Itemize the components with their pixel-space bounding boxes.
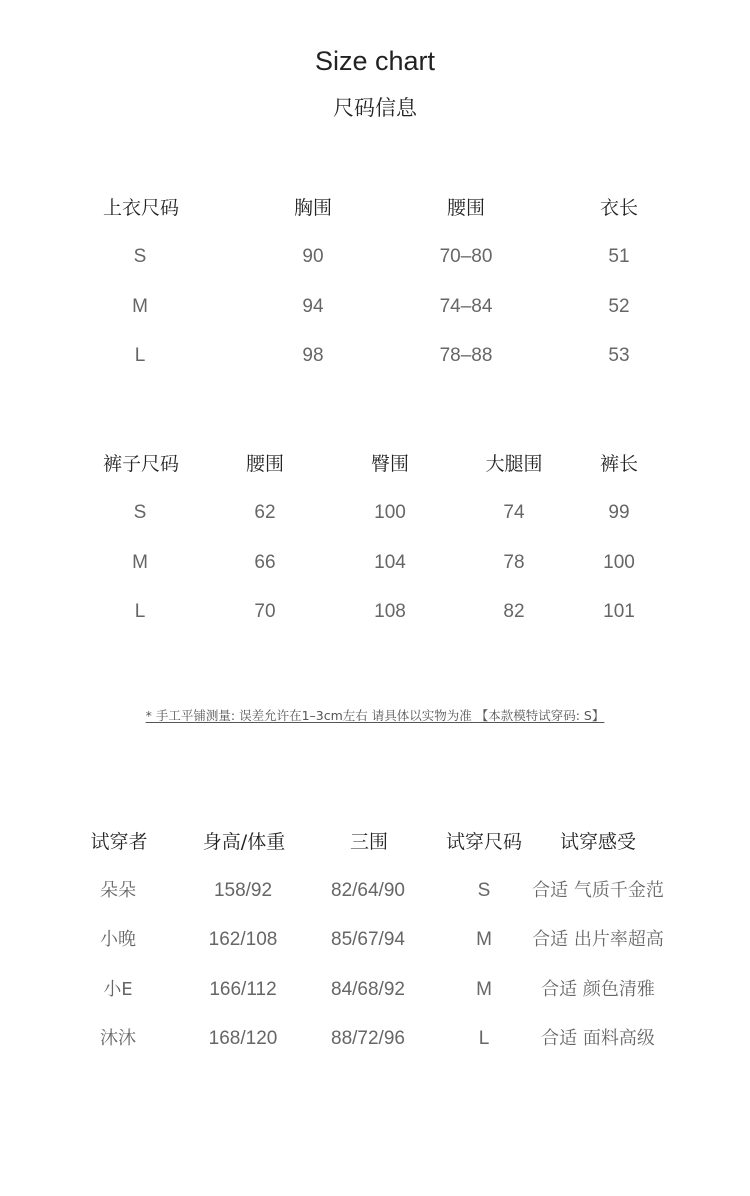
pants-cell-size: S (133, 502, 147, 523)
pants-cell-thigh: 82 (503, 601, 525, 622)
table-row (0, 292, 750, 322)
table-row (0, 548, 750, 578)
top-header-size: 上衣尺码 (102, 197, 179, 219)
fit-cell-height-weight: 166/112 (209, 979, 277, 1000)
fit-cell-feeling: 合适 面料高级 (541, 1028, 655, 1049)
pants-header-thigh: 大腿围 (485, 453, 543, 475)
fit-cell-tester: 小晚 (100, 929, 136, 950)
fit-cell-size: S (477, 880, 491, 901)
pants-cell-waist: 66 (254, 552, 276, 573)
table-row (0, 975, 750, 1005)
top-cell-waist: 74–84 (439, 296, 493, 317)
pants-cell-length: 99 (608, 502, 630, 523)
top-cell-waist: 70–80 (439, 246, 493, 267)
top-cell-size: L (134, 345, 146, 366)
top-header-length: 衣长 (599, 197, 638, 219)
pants-cell-thigh: 78 (503, 552, 525, 573)
top-cell-size: S (133, 246, 147, 267)
top-header-waist: 腰围 (446, 197, 485, 219)
top-cell-chest: 90 (302, 246, 324, 267)
fit-cell-measurements: 85/67/94 (331, 929, 405, 950)
pants-header-length: 裤长 (599, 453, 638, 475)
pants-cell-hip: 108 (374, 601, 406, 622)
table-row (0, 242, 750, 272)
pants-table-header (0, 449, 750, 479)
pants-cell-length: 101 (603, 601, 635, 622)
fit-cell-tester: 沐沐 (100, 1028, 136, 1049)
top-cell-waist: 78–88 (439, 345, 493, 366)
table-row (0, 597, 750, 627)
fit-cell-measurements: 88/72/96 (331, 1028, 405, 1049)
fit-cell-feeling: 合适 气质千金范 (532, 880, 664, 901)
pants-cell-hip: 104 (374, 552, 406, 573)
title-en: Size chart (314, 46, 436, 76)
top-cell-size: M (132, 296, 148, 317)
fit-cell-measurements: 82/64/90 (331, 880, 405, 901)
fit-cell-tester: 朵朵 (100, 880, 136, 901)
table-row (0, 498, 750, 528)
fit-cell-size: L (478, 1028, 490, 1049)
fit-table-header (0, 827, 750, 857)
fit-cell-height-weight: 168/120 (208, 1028, 278, 1049)
pants-cell-hip: 100 (374, 502, 406, 523)
pants-cell-waist: 62 (254, 502, 276, 523)
top-header-chest: 胸围 (293, 197, 332, 219)
pants-cell-length: 100 (603, 552, 635, 573)
fit-header-height-weight: 身高/体重 (202, 831, 286, 853)
pants-header-waist: 腰围 (245, 453, 284, 475)
fit-cell-tester: 小E (103, 979, 133, 1000)
fit-header-size: 试穿尺码 (445, 831, 522, 853)
top-table-header (0, 193, 750, 223)
note-text: * 手工平铺测量: 误差允许在1–3cm左右 请具体以实物为准 【本款模特试穿码: S】 (145, 708, 605, 723)
top-cell-length: 51 (608, 246, 630, 267)
measurement-note (0, 706, 750, 724)
table-row (0, 341, 750, 371)
pants-cell-size: M (132, 552, 148, 573)
table-row (0, 1024, 750, 1054)
top-cell-length: 53 (608, 345, 630, 366)
top-cell-chest: 98 (302, 345, 324, 366)
title-cn: 尺码信息 (333, 96, 417, 120)
fit-cell-height-weight: 162/108 (208, 929, 278, 950)
fit-cell-feeling: 合适 颜色清雅 (541, 979, 655, 1000)
top-cell-chest: 94 (302, 296, 324, 317)
fit-header-measurements: 三围 (349, 831, 388, 853)
fit-header-feeling: 试穿感受 (559, 831, 636, 853)
fit-cell-size: M (476, 929, 492, 950)
top-cell-length: 52 (608, 296, 630, 317)
pants-cell-thigh: 74 (503, 502, 525, 523)
pants-cell-waist: 70 (254, 601, 276, 622)
fit-cell-height-weight: 158/92 (213, 880, 273, 901)
table-row (0, 876, 750, 906)
table-row (0, 925, 750, 955)
pants-header-hip: 臀围 (370, 453, 409, 475)
pants-cell-size: L (134, 601, 146, 622)
fit-cell-feeling: 合适 出片率超高 (532, 929, 664, 950)
fit-cell-size: M (476, 979, 492, 1000)
fit-cell-measurements: 84/68/92 (331, 979, 405, 1000)
pants-header-size: 裤子尺码 (102, 453, 179, 475)
fit-header-tester: 试穿者 (90, 831, 148, 853)
